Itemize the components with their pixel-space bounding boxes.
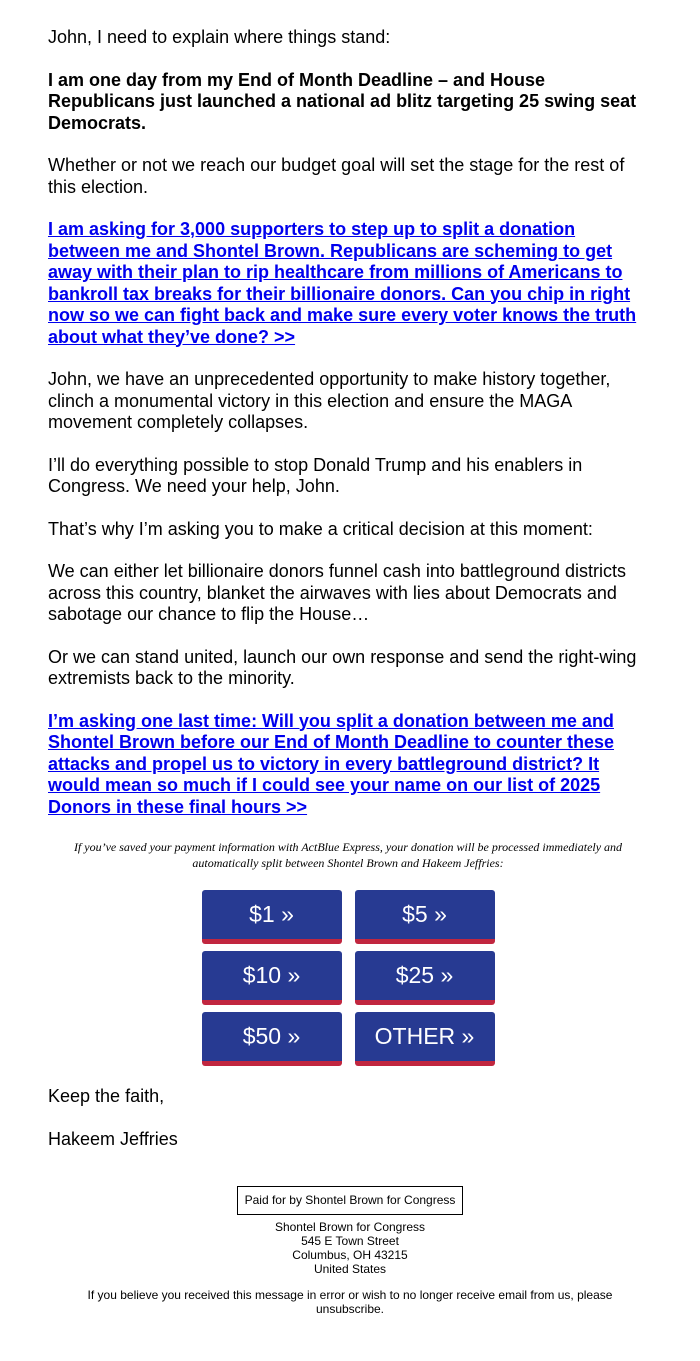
donate-1-button[interactable]: $1 » (202, 890, 342, 944)
donation-link-paragraph-1 (48, 219, 648, 348)
budget-paragraph: Whether or not we reach our budget goal will set the stage for the rest of this election. (48, 155, 625, 197)
email-body (48, 27, 648, 1171)
address-line: 545 E Town Street (301, 1234, 399, 1248)
footer (0, 1186, 700, 1316)
deadline-paragraph: I am one day from my End of Month Deadline – and House Republicans just launched a national ad blitz targeting 25 swing seat Democrats. (48, 69, 637, 133)
decision-paragraph: That’s why I’m asking you to make a critical decision at this moment: (48, 518, 593, 539)
opportunity-paragraph: John, we have an unprecedented opportunity to make history together, clinch a monumental victory in this election and ensure the MAGA movement completely collapses. (48, 369, 611, 432)
signature: Hakeem Jeffries (48, 1128, 178, 1149)
donate-50-button[interactable]: $50 » (202, 1012, 342, 1066)
actblue-note: If you’ve saved your payment information with ActBlue Express, your donation will be processed immediately and automatically split between Shontel Brown and Hakeem Jeffries: (73, 840, 623, 870)
unsubscribe-text[interactable]: If you believe you received this message in error or wish to no longer receive email from us, please unsubscribe. (87, 1288, 613, 1316)
help-paragraph: I’ll do everything possible to stop Donald Trump and his enablers in Congress. We need your help, John. (48, 454, 583, 496)
mailing-address (0, 1220, 700, 1276)
donate-10-button[interactable]: $10 » (202, 951, 342, 1005)
donation-link-2[interactable]: I’m asking one last time: Will you split a donation between me and Shontel Brown before our End of Month Deadline to counter these attacks and propel us to victory in every battleground district? It would mean so much if I could see your name on our list of 2025 Donors in these final hours >> (48, 710, 615, 817)
paid-for-box: Paid for by Shontel Brown for Congress (237, 1186, 464, 1215)
donate-5-button[interactable]: $5 » (355, 890, 495, 944)
address-line: Shontel Brown for Congress (274, 1220, 426, 1234)
address-line: United States (313, 1262, 387, 1276)
donate-25-button[interactable]: $25 » (355, 951, 495, 1005)
either-paragraph: We can either let billionaire donors funnel cash into battleground districts across this country, blanket the airwaves with lies about Democrats and sabotage our chance to flip the House… (48, 561, 626, 624)
signoff: Keep the faith, (48, 1086, 165, 1106)
intro-paragraph: John, I need to explain where things stand: (48, 27, 391, 47)
or-paragraph: Or we can stand united, launch our own response and send the right-wing extremists back to the minority. (48, 646, 637, 688)
donate-other-button[interactable]: OTHER » (355, 1012, 495, 1066)
address-line: Columbus, OH 43215 (292, 1248, 408, 1262)
donation-button-grid (202, 890, 495, 1066)
donation-link-paragraph-2 (48, 711, 648, 819)
donation-link-1[interactable]: I am asking for 3,000 supporters to step up to split a donation between me and Shontel Brown. Republicans are scheming to get away with their plan to rip healthcare from millions of Americans to bankroll tax breaks for their billionaire donors. Can you chip in right now so we can fight back and make sure every voter knows the truth about what they’ve done? >> (48, 219, 637, 347)
